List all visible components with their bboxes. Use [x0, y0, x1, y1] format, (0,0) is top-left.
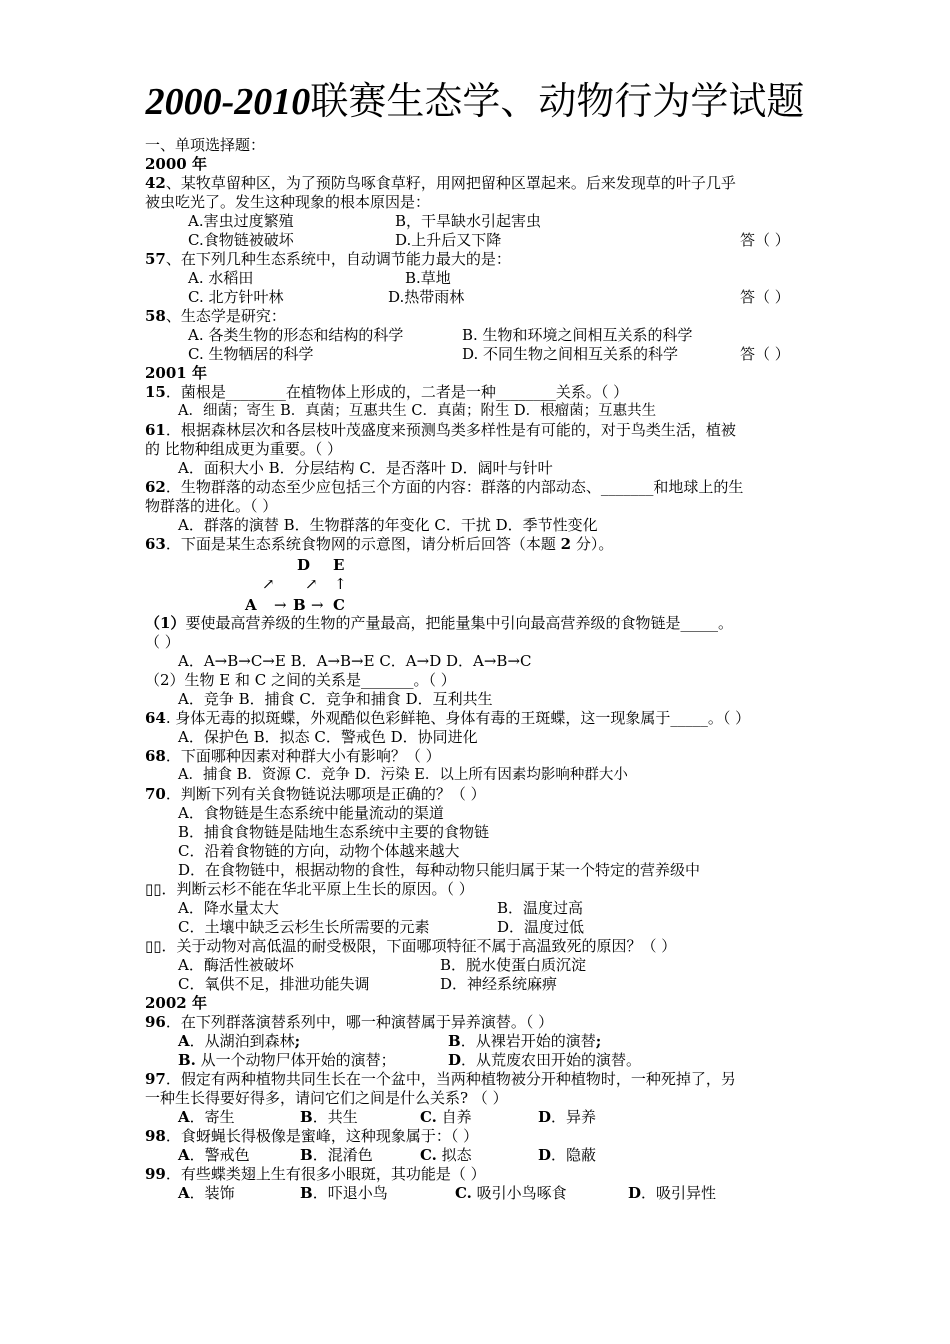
year-2001: 2001 年: [145, 364, 207, 382]
option-a: A. 各类生物的形态和结构的科学: [188, 326, 404, 344]
option-a: A. 水稻田: [188, 269, 254, 287]
question-61-options: A．面积大小 B．分层结构 C．是否落叶 D．阔叶与针叶: [178, 459, 553, 477]
option-b: B．捕食食物链是陆地生态系统中主要的食物链: [178, 823, 490, 841]
option-a: A．寄生: [178, 1108, 235, 1126]
option-d: D. 不同生物之间相互关系的科学: [462, 345, 679, 363]
node-b: B: [293, 596, 306, 614]
option-a: A．警戒色: [178, 1146, 250, 1164]
option-d: D．在食物链中，根据动物的食性，每种动物只能归属于某一个特定的营养级中: [178, 861, 701, 879]
question-unnumbered-2: ▯▯．关于动物对高低温的耐受极限，下面哪项特征不属于高温致死的原因？（ ）: [145, 937, 677, 955]
question-58: 58、生态学是研究：: [145, 307, 286, 325]
arrow-a-to-b-icon: →: [274, 596, 287, 614]
option-d: D.上升后又下降: [395, 231, 502, 249]
question-63-sub2: （2）生物 E 和 C 之间的关系是_______。（ ）: [145, 671, 456, 689]
option-a: A．食物链是生态系统中能量流动的渠道: [178, 804, 444, 822]
question-99: 99．有些蝶类翅上生有很多小眼斑，其功能是（ ）: [145, 1165, 486, 1183]
option-a: A.害虫过度繁殖: [188, 212, 294, 230]
title-text: 联赛生态学、动物行为学试题: [310, 79, 805, 123]
question-64-options: A．保护色 B．拟态 C．警戒色 D．协同进化: [178, 728, 478, 746]
year-2002: 2002 年: [145, 994, 207, 1012]
question-15: 15．菌根是________在植物体上形成的，二者是一种________关系。（ ）: [145, 383, 629, 401]
option-c: C．土壤中缺乏云杉生长所需要的元素: [178, 918, 430, 936]
node-d: D: [297, 556, 311, 574]
question-61-line2: 的 比物种组成更为重要。（ ）: [145, 440, 343, 458]
option-a: A．酶活性被破坏: [178, 956, 294, 974]
question-68: 68．下面哪种因素对种群大小有影响？（ ）: [145, 747, 441, 765]
question-63-sub1: （1）要使最高营养级的生物的产量最高，把能量集中引向最高营养级的食物链是_____。: [145, 614, 733, 632]
option-d: D．从荒废农田开始的演替。: [448, 1051, 642, 1069]
question-64: 64. 身体无毒的拟斑蝶，外观酷似色彩鲜艳、身体有毒的王斑蝶，这一现象属于_____。（ ）: [145, 709, 751, 727]
option-b: B．温度过高: [497, 899, 584, 917]
option-c: C．沿着食物链的方向，动物个体越来越大: [178, 842, 460, 860]
option-b: B．共生: [300, 1108, 358, 1126]
option-d: D．隐蔽: [538, 1146, 597, 1164]
question-96: 96．在下列群落演替系列中，哪一种演替属于异养演替。（ ）: [145, 1013, 554, 1031]
option-c: C. 拟态: [420, 1146, 472, 1164]
option-c: C. 自养: [420, 1108, 472, 1126]
option-d: D．温度过低: [497, 918, 585, 936]
node-a: A: [245, 596, 257, 614]
arrow-a-to-d-icon: ↗: [262, 575, 275, 593]
section-heading: 一、单项选择题：: [145, 136, 266, 154]
question-62-options: A．群落的演替 B．生物群落的年变化 C．干扰 D．季节性变化: [178, 516, 598, 534]
question-62: 62．生物群落的动态至少应包括三个方面的内容：群落的内部动态、_______和地球上的生: [145, 478, 744, 496]
question-97-line2: 一种生长得要好得多，请问它们之间是什么关系? （ ）: [145, 1089, 508, 1107]
question-62-line2: 物群落的进化。（ ）: [145, 497, 278, 515]
year-2000: 2000 年: [145, 155, 207, 173]
answer-blank: 答（ ）: [740, 231, 790, 249]
answer-blank: 答（ ）: [740, 288, 790, 306]
question-15-options: A．细菌；寄生 B．真菌；互惠共生 C．真菌；附生 D．根瘤菌；互惠共生: [178, 403, 657, 419]
option-a: A．从湖泊到森林;: [178, 1032, 301, 1050]
option-d: D．吸引异性: [628, 1184, 717, 1202]
question-42-line2: 被虫吃光了。发生这种现象的根本原因是：: [145, 193, 431, 211]
option-b: B，干旱缺水引起害虫: [395, 212, 542, 230]
arrow-b-to-c-icon: →: [311, 596, 324, 614]
option-c: C. 吸引小鸟啄食: [455, 1184, 567, 1202]
option-c: C．氧供不足，排泄功能失调: [178, 975, 370, 993]
question-63-sub2-options: A．竞争 B．捕食 C．竞争和捕食 D．互利共生: [178, 690, 493, 708]
title-year-range: 2000-2010: [145, 81, 311, 123]
option-b: B．从裸岩开始的演替;: [448, 1032, 602, 1050]
option-b: B．混淆色: [300, 1146, 373, 1164]
option-b: B．脱水使蛋白质沉淀: [440, 956, 587, 974]
arrow-b-to-e-icon: ↗: [305, 575, 318, 593]
question-unnumbered-1: ▯▯．判断云杉不能在华北平原上生长的原因。（ ）: [145, 880, 474, 898]
question-63-sub1-paren: （ ）: [145, 633, 180, 651]
question-68-options: A．捕食 B．资源 C．竞争 D．污染 E．以上所有因素均影响种群大小: [178, 767, 628, 783]
option-b: B. 生物和环境之间相互关系的科学: [462, 326, 693, 344]
question-97: 97．假定有两种植物共同生长在一个盆中，当两种植物被分开种植物时，一种死掉了，另: [145, 1070, 736, 1088]
option-a: A．降水量太大: [178, 899, 279, 917]
question-63-sub1-options: A．A→B→C→E B．A→B→E C．A→D D．A→B→C: [178, 652, 532, 670]
option-d: D.热带雨林: [388, 288, 465, 306]
option-c: C. 生物牺居的科学: [188, 345, 314, 363]
option-c: C.食物链被破坏: [188, 231, 294, 249]
node-e: E: [333, 556, 345, 574]
answer-blank: 答（ ）: [740, 345, 790, 363]
question-63: 63．下面是某生态系统食物网的示意图，请分析后回答（本题 2 分）。: [145, 535, 614, 553]
arrow-c-to-e-icon: ↑: [334, 575, 347, 593]
option-d: D．神经系统麻痹: [440, 975, 558, 993]
question-57: 57、在下列几种生态系统中，自动调节能力最大的是：: [145, 250, 511, 268]
option-c: B. 从一个动物尸体开始的演替；: [178, 1051, 396, 1069]
option-d: D．异养: [538, 1108, 597, 1126]
option-c: C. 北方针叶林: [188, 288, 284, 306]
page-title: [0, 78, 950, 125]
option-b: B.草地: [405, 269, 451, 287]
question-98: 98．食蚜蝇长得极像是蜜峰，这种现象属于：（ ）: [145, 1127, 479, 1145]
question-42: 42、某牧草留种区，为了预防鸟啄食草籽，用网把留种区罩起来。后来发现草的叶子几乎: [145, 174, 736, 192]
option-a: A．装饰: [178, 1184, 235, 1202]
node-c: C: [333, 596, 345, 614]
question-70: 70．判断下列有关食物链说法哪项是正确的？（ ）: [145, 785, 486, 803]
question-61: 61．根据森林层次和各层枝叶茂盛度来预测鸟类多样性是有可能的，对于鸟类生活，植被: [145, 421, 736, 439]
option-b: B．吓退小鸟: [300, 1184, 388, 1202]
